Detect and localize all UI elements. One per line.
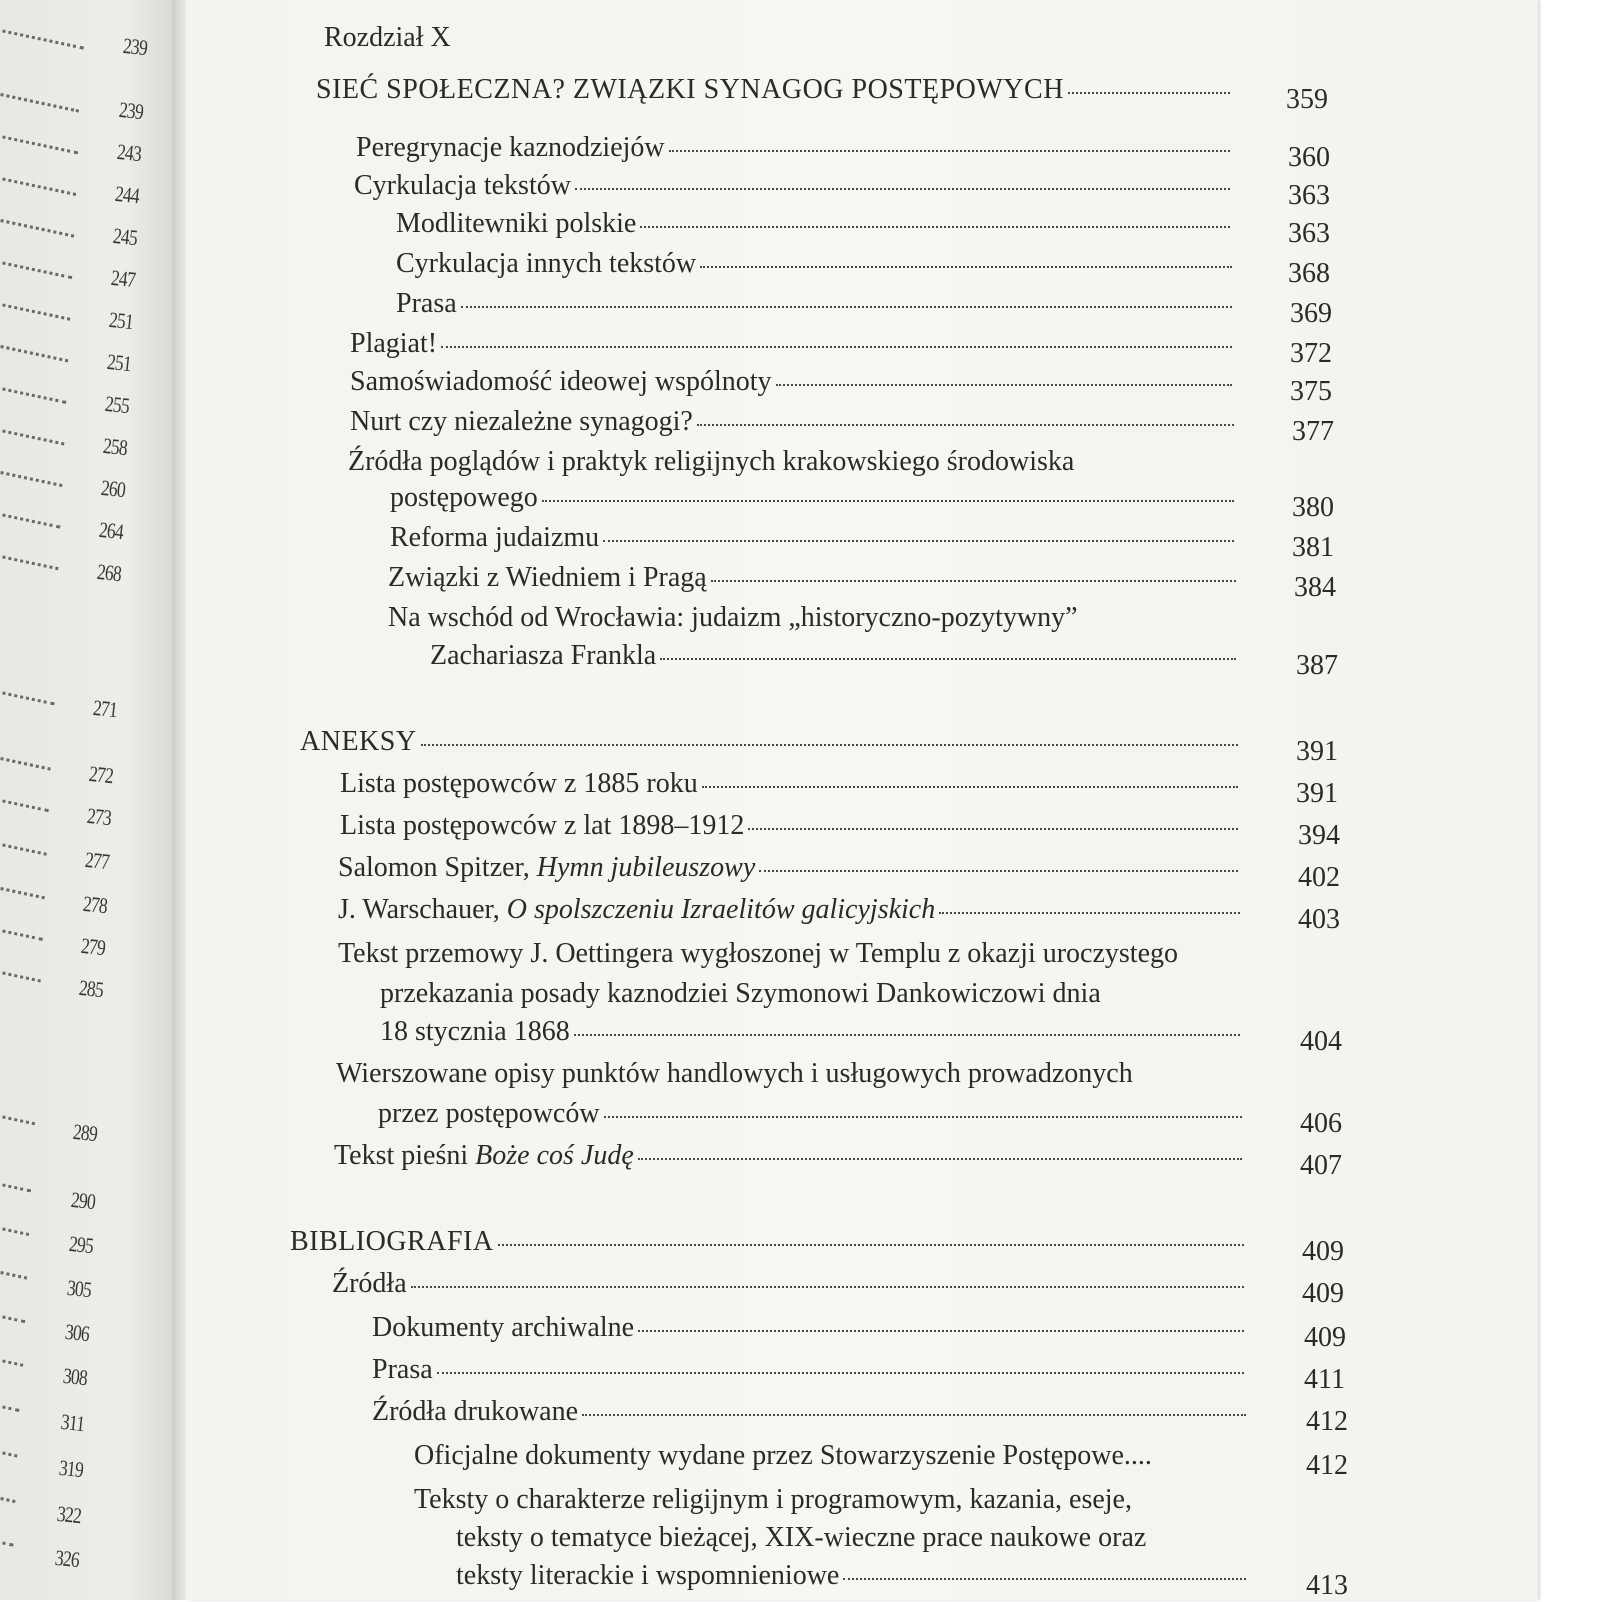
left-page-number: 278 xyxy=(81,890,109,919)
left-page-dot-leader xyxy=(0,1114,35,1127)
left-page-dot-leader xyxy=(0,302,70,323)
toc-entry xyxy=(334,1140,1242,1172)
left-page-toc-row xyxy=(0,260,178,300)
left-page-toc-row xyxy=(0,470,178,510)
toc-entry-title: Modlitewniki polskie xyxy=(396,208,637,239)
toc-entry-title: ANEKSY xyxy=(300,726,417,757)
toc-entry-title: 18 stycznia 1868 xyxy=(380,1016,570,1047)
toc-entry xyxy=(380,978,1101,1010)
toc-page-number: 368 xyxy=(1288,258,1330,289)
toc-page-number: 409 xyxy=(1304,1322,1346,1353)
toc-entry-title: Źródła poglądów i praktyk religijnych krakowskiego środowiska xyxy=(348,446,1075,477)
left-page-dot-leader xyxy=(0,1540,14,1549)
left-page-number: 239 xyxy=(117,96,145,125)
toc-entry xyxy=(456,1522,1146,1554)
left-page-number: 271 xyxy=(91,694,119,723)
toc-entry-title: Teksty o charakterze religijnym i programowym, kazania, eseje, xyxy=(414,1484,1132,1515)
toc-page-number: 391 xyxy=(1296,778,1338,809)
toc-entry-title: Plagiat! xyxy=(350,328,438,359)
dot-leader xyxy=(640,226,1230,228)
toc-entry xyxy=(390,522,1234,554)
toc-entry-title: przekazania posady kaznodziei Szymonowi Dankowiczowi dnia xyxy=(380,978,1101,1009)
left-page-dot-leader xyxy=(0,92,79,115)
toc-page-number: 369 xyxy=(1290,298,1332,329)
toc-page-number: 409 xyxy=(1302,1278,1344,1309)
toc-entry-title: Cyrkulacja tekstów xyxy=(354,170,571,201)
left-page-dot-leader xyxy=(0,386,66,406)
left-page-dot-leader xyxy=(0,470,63,489)
left-page-dot-leader xyxy=(0,886,45,901)
left-page-number: 258 xyxy=(101,432,129,461)
toc-entry-title: teksty o tematyce bieżącej, XIX-wieczne prace naukowe oraz xyxy=(456,1522,1147,1553)
toc-entry xyxy=(340,810,1238,842)
toc-entry-title: Prasa xyxy=(396,288,457,319)
toc-entry xyxy=(456,1560,1246,1592)
toc-page-number: 412 xyxy=(1306,1406,1348,1437)
toc-entry xyxy=(354,170,1230,202)
dot-leader xyxy=(638,1158,1242,1160)
toc-entry xyxy=(316,74,1230,106)
toc-entry-title: Nurt czy niezależne synagogi? xyxy=(350,406,693,437)
dot-leader xyxy=(437,1372,1244,1374)
toc-page-number: 375 xyxy=(1290,376,1332,407)
left-page-toc-row xyxy=(0,842,178,882)
left-page-toc-row xyxy=(0,512,178,552)
dot-leader xyxy=(843,1578,1246,1580)
dot-leader xyxy=(575,188,1230,190)
left-page-number: 272 xyxy=(87,760,115,789)
dot-leader xyxy=(498,1244,1244,1246)
toc-entry-title: Tekst pieśni Boże coś Judę xyxy=(334,1140,634,1171)
toc-entry-italic-title: Boże coś Judę xyxy=(475,1140,634,1171)
left-page-toc-row xyxy=(0,92,178,132)
toc-entry xyxy=(338,852,1238,884)
toc-page-number: 360 xyxy=(1288,142,1330,173)
toc-page-number: 412 xyxy=(1306,1450,1348,1481)
toc-entry xyxy=(332,1268,1244,1300)
toc-page-number: 407 xyxy=(1300,1150,1342,1181)
toc-entry-italic-title: Hymn jubileuszowy xyxy=(536,852,756,883)
toc-entry xyxy=(390,482,1234,514)
dot-leader xyxy=(638,1330,1244,1332)
left-page-dot-leader xyxy=(0,1182,31,1194)
dot-leader xyxy=(748,828,1238,830)
toc-page-number: 381 xyxy=(1292,532,1334,563)
left-page-toc-row xyxy=(0,1404,178,1444)
toc-page-number: 377 xyxy=(1292,416,1334,447)
left-page-number: 279 xyxy=(79,932,107,961)
toc-page-number: 403 xyxy=(1298,904,1340,935)
left-page-number: 239 xyxy=(121,32,149,61)
dot-leader xyxy=(441,346,1232,348)
left-page-number: 326 xyxy=(53,1544,81,1573)
left-page-dot-leader xyxy=(0,428,64,447)
left-page-number: 305 xyxy=(65,1274,93,1303)
left-page-number: 245 xyxy=(111,222,139,251)
toc-entry-title: Lista postępowców z 1885 roku xyxy=(340,768,698,799)
dot-leader xyxy=(574,1034,1240,1036)
toc-entry xyxy=(290,1226,1244,1258)
left-page-dot-leader xyxy=(0,554,59,572)
left-page-number: 306 xyxy=(63,1318,91,1347)
toc-entry xyxy=(338,938,1178,970)
left-page-toc-row xyxy=(0,134,178,174)
left-page-toc-row xyxy=(0,798,178,838)
toc-entry xyxy=(378,1098,1242,1130)
toc-page-number: 359 xyxy=(1286,84,1328,115)
left-page-number: 311 xyxy=(59,1408,86,1437)
left-page-number: 260 xyxy=(99,474,127,503)
toc-entry xyxy=(340,768,1238,800)
toc-entry-title: Reforma judaizmu xyxy=(390,522,600,553)
left-page-dot-leader xyxy=(0,970,41,984)
toc-entry xyxy=(414,1440,1152,1472)
left-page-dot-leader xyxy=(0,260,72,281)
left-page-dot-leader xyxy=(0,1496,16,1505)
left-page-toc-row xyxy=(0,1314,178,1354)
left-page-toc-row xyxy=(0,690,178,730)
left-page-number: 285 xyxy=(77,974,105,1003)
toc-entry xyxy=(396,208,1230,240)
left-page-toc-row xyxy=(0,1114,178,1154)
left-page-dot-leader xyxy=(0,842,47,858)
left-page-toc-row xyxy=(0,302,178,342)
left-page-dot-leader xyxy=(0,1270,27,1282)
dot-leader xyxy=(1068,92,1230,94)
toc-entry-title: Cyrkulacja innych tekstów xyxy=(396,248,697,279)
left-page-number: 247 xyxy=(109,264,137,293)
left-page xyxy=(0,0,178,1600)
toc-entry xyxy=(338,894,1240,926)
left-page-dot-leader xyxy=(0,344,68,364)
toc-page-number: 387 xyxy=(1296,650,1338,681)
toc-entry xyxy=(414,1484,1132,1516)
toc-page-number: 391 xyxy=(1296,736,1338,767)
toc-entry-title: J. Warschauer, O spolszczeniu Izraelitów galicyjskich xyxy=(338,894,936,925)
dot-leader xyxy=(669,150,1230,152)
toc-entry xyxy=(372,1396,1246,1428)
toc-entry xyxy=(336,1058,1133,1090)
toc-entry xyxy=(300,726,1238,758)
left-page-dot-leader xyxy=(0,134,78,156)
dot-leader xyxy=(582,1414,1246,1416)
toc-page-number: 394 xyxy=(1298,820,1340,851)
left-page-toc-row xyxy=(0,28,178,68)
toc-page-number: 404 xyxy=(1300,1026,1342,1057)
left-page-dot-leader xyxy=(0,928,43,943)
left-page-dot-leader xyxy=(0,1314,25,1325)
dot-leader xyxy=(759,870,1238,872)
dot-leader xyxy=(776,384,1232,386)
toc-entry xyxy=(348,446,1074,478)
left-page-toc-row xyxy=(0,1496,178,1536)
left-page-number: 264 xyxy=(97,516,125,545)
left-page-dot-leader xyxy=(0,690,55,707)
dot-leader xyxy=(660,658,1236,660)
left-page-toc-row xyxy=(0,554,178,594)
left-page-number: 322 xyxy=(55,1500,83,1529)
left-page-number: 295 xyxy=(67,1230,95,1259)
left-page-dot-leader xyxy=(0,512,61,531)
toc-entry xyxy=(380,1016,1240,1048)
toc-entry xyxy=(356,132,1230,164)
toc-entry-title: postępowego xyxy=(390,482,538,513)
toc-entry xyxy=(372,1312,1244,1344)
left-page-number: 255 xyxy=(103,390,131,419)
toc-entry-title: Związki z Wiedniem i Pragą xyxy=(388,562,707,593)
dot-leader xyxy=(603,540,1234,542)
left-page-toc-row xyxy=(0,428,178,468)
toc-entry-title: SIEĆ SPOŁECZNA? ZWIĄZKI SYNAGOG POSTĘPOWYCH xyxy=(316,74,1064,105)
left-page-number: 251 xyxy=(107,306,135,335)
left-page-toc-row xyxy=(0,1226,178,1266)
toc-entry-italic-title: O spolszczeniu Izraelitów galicyjskich xyxy=(506,894,936,925)
dot-leader xyxy=(542,500,1234,502)
left-page-toc-row xyxy=(0,756,178,796)
left-page-toc-row xyxy=(0,1358,178,1398)
left-page-dot-leader xyxy=(0,1226,29,1238)
left-page-number: 268 xyxy=(95,558,123,587)
right-page xyxy=(186,0,1538,1600)
left-page-dot-leader xyxy=(0,28,84,52)
toc-entry-title: Peregrynacje kaznodziejów xyxy=(356,132,665,163)
toc-page-number: 411 xyxy=(1304,1364,1345,1395)
toc-entry-title: Samoświadomość ideowej wspólnoty xyxy=(350,366,772,397)
toc-entry xyxy=(350,406,1234,438)
dot-leader xyxy=(604,1116,1242,1118)
toc-entry xyxy=(350,328,1232,360)
left-page-toc-row xyxy=(0,176,178,216)
toc-page-number: 406 xyxy=(1300,1108,1342,1139)
toc-entry-title: Prasa xyxy=(372,1354,433,1385)
toc-entry-title: Na wschód od Wrocławia: judaizm „historyczno-pozytywny” xyxy=(388,602,1078,633)
toc-page-number: 384 xyxy=(1294,572,1336,603)
toc-entry xyxy=(350,366,1232,398)
left-page-number: 244 xyxy=(113,180,141,209)
chapter-label: Rozdział X xyxy=(324,22,451,53)
toc-entry-title: Źródła xyxy=(332,1268,407,1299)
toc-entry xyxy=(430,640,1236,672)
toc-page-number: 402 xyxy=(1298,862,1340,893)
left-page-toc-row xyxy=(0,928,178,968)
left-page-dot-leader xyxy=(0,1358,23,1369)
left-page-number: 277 xyxy=(83,846,111,875)
left-page-toc-row xyxy=(0,1540,178,1580)
dot-leader xyxy=(702,786,1238,788)
left-page-dot-leader xyxy=(0,756,51,773)
left-page-toc-row xyxy=(0,1182,178,1222)
dot-leader xyxy=(421,744,1238,746)
toc-entry xyxy=(388,562,1236,594)
toc-entry-title: Zachariasza Frankla xyxy=(430,640,657,671)
left-page-dot-leader xyxy=(0,218,74,240)
toc-entry-title: Dokumenty archiwalne xyxy=(372,1312,635,1343)
dot-leader xyxy=(711,580,1236,582)
left-page-number: 319 xyxy=(57,1454,85,1483)
left-page-dot-leader xyxy=(0,176,76,198)
toc-entry xyxy=(372,1354,1244,1386)
toc-page-number: 363 xyxy=(1288,180,1330,211)
dot-leader xyxy=(411,1286,1244,1288)
toc-page-number: 413 xyxy=(1306,1570,1348,1601)
left-page-dot-leader xyxy=(0,1404,19,1414)
toc-page-number: 409 xyxy=(1302,1236,1344,1267)
toc-entry-title: Lista postępowców z lat 1898–1912 xyxy=(340,810,745,841)
left-page-number: 289 xyxy=(71,1118,99,1147)
left-page-number: 308 xyxy=(61,1362,89,1391)
toc-entry-title: Wierszowane opisy punktów handlowych i usługowych prowadzonych xyxy=(336,1058,1133,1089)
left-page-toc-row xyxy=(0,970,178,1010)
toc-entry-title: przez postępowców xyxy=(378,1098,600,1129)
toc-entry-title: Tekst przemowy J. Oettingera wygłoszonej w Templu z okazji uroczystego xyxy=(338,938,1178,969)
toc-entry-title: Oficjalne dokumenty wydane przez Stowarzyszenie Postępowe.... xyxy=(414,1440,1152,1471)
toc-page-number: 372 xyxy=(1290,338,1332,369)
left-page-dot-leader xyxy=(0,798,49,814)
left-page-toc-row xyxy=(0,344,178,384)
dot-leader xyxy=(700,266,1232,268)
toc-page-number: 363 xyxy=(1288,218,1330,249)
toc-entry-title: BIBLIOGRAFIA xyxy=(290,1226,494,1257)
toc-entry-title: Źródła drukowane xyxy=(372,1396,579,1427)
dot-leader xyxy=(697,424,1234,426)
left-page-toc-row xyxy=(0,218,178,258)
left-page-toc-row xyxy=(0,886,178,926)
dot-leader xyxy=(939,912,1240,914)
toc-page-number: 380 xyxy=(1292,492,1334,523)
toc-entry xyxy=(396,248,1232,280)
toc-entry xyxy=(396,288,1232,320)
left-page-dot-leader xyxy=(0,1450,18,1459)
left-page-number: 273 xyxy=(85,802,113,831)
left-page-number: 290 xyxy=(69,1186,97,1215)
left-page-toc-row xyxy=(0,386,178,426)
left-page-number: 243 xyxy=(115,138,143,167)
left-page-toc-row xyxy=(0,1270,178,1310)
dot-leader xyxy=(461,306,1232,308)
toc-entry xyxy=(388,602,1078,634)
toc-entry-title: teksty literackie i wspomnieniowe xyxy=(456,1560,840,1591)
left-page-number: 251 xyxy=(105,348,133,377)
toc-entry-title: Salomon Spitzer, Hymn jubileuszowy xyxy=(338,852,756,883)
left-page-toc-row xyxy=(0,1450,178,1490)
